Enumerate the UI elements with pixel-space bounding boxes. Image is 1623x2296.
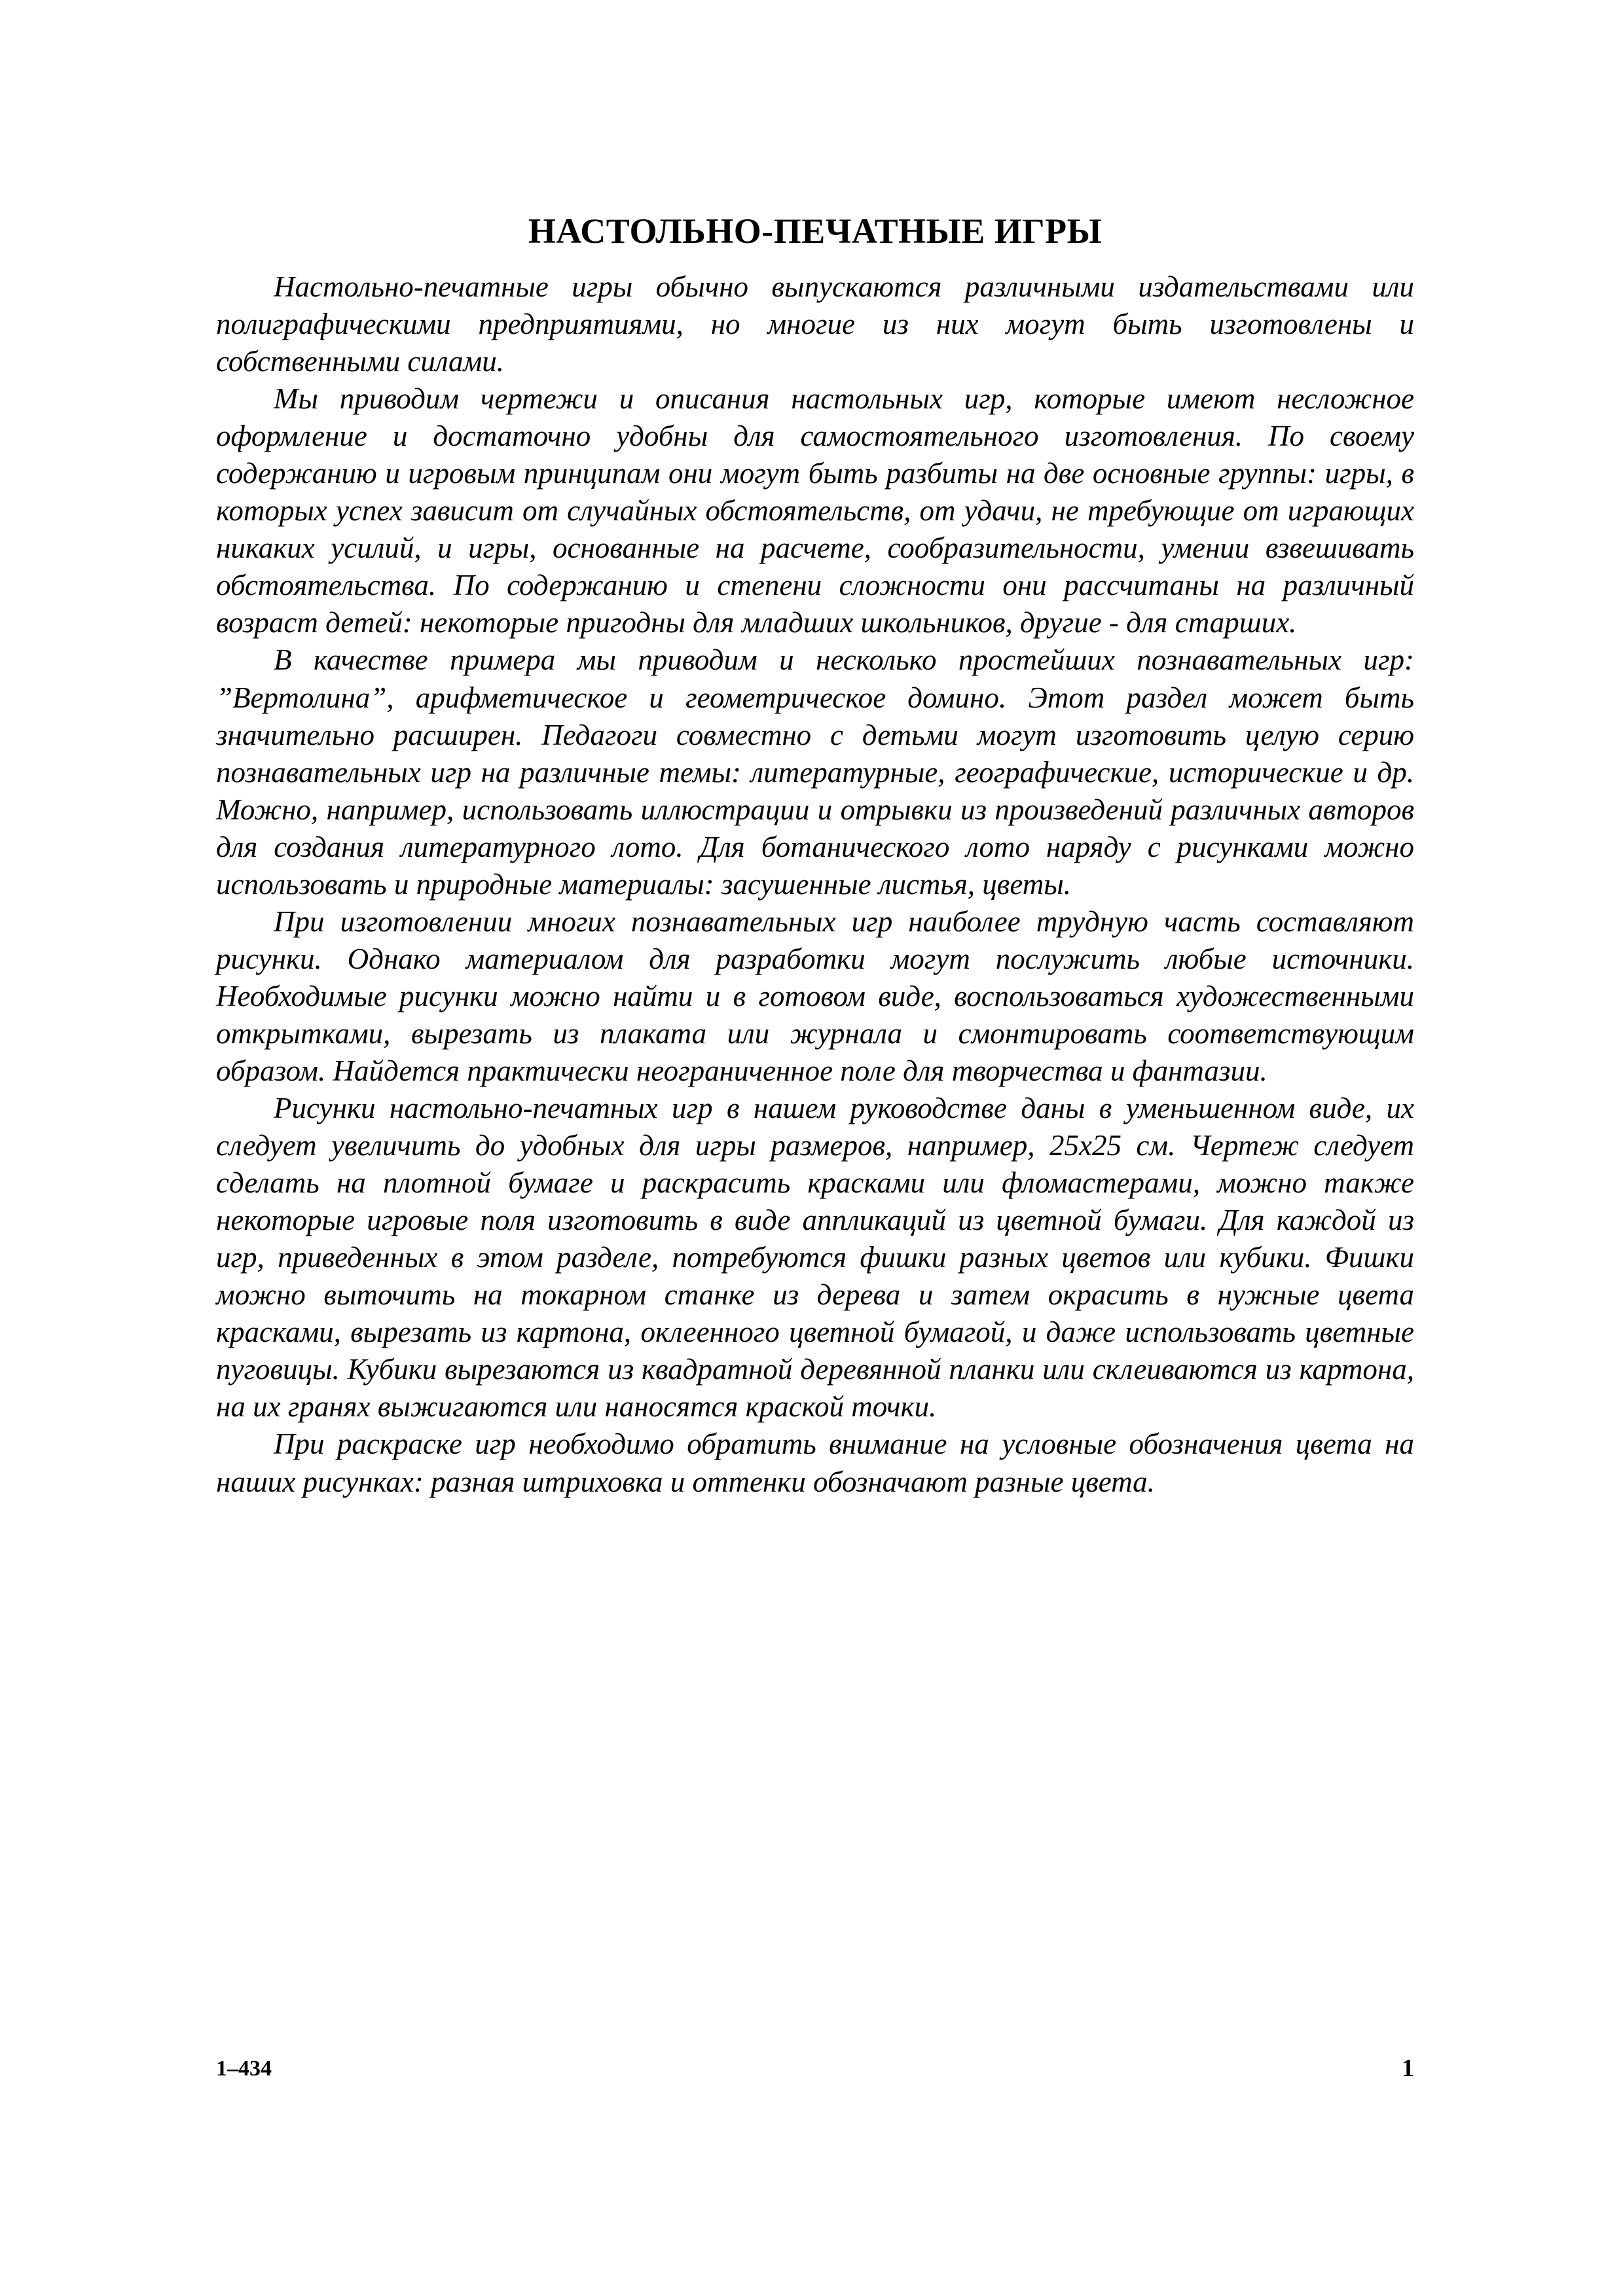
- paragraph-1: Настольно-печатные игры обычно выпускаются различными издательствами или полиграфическими предприятиями, но многие из них могут быть изготовлены и собственными силами.: [216, 270, 1414, 378]
- paragraph-6: При раскраске игр необходимо обратить внимание на условные обозначения цвета на наших рисунках: разная штриховка и оттенки обозначают разные цвета.: [216, 1427, 1414, 1498]
- paragraph-2: Мы приводим чертежи и описания настольных игр, которые имеют несложное оформление и достаточно удобны для самостоятельного изготовления. По своему содержанию и игровым принципам они могут быть разбиты на две основные группы: игры, в которых успех зависит от случайных обстоятельств, от удачи, не требующие от играющих никаких усилий, и игры, основанные на расчете, сообразительности, умении взвешивать обстоятельства. По содержанию и степени сложности они рассчитаны на различный возраст детей: некоторые пригодны для младших школьников, другие - для старших.: [216, 382, 1414, 639]
- body-text: [216, 268, 1414, 1501]
- paragraph-5: Рисунки настольно-печатных игр в нашем руководстве даны в уменьшенном виде, их следует увеличить до удобных для игры размеров, например, 25х25 см. Чертеж следует сделать на плотной бумаге и раскрасить красками или фломастерами, можно также некоторые игровые поля изготовить в виде аппликаций из цветной бумаги. Для каждой из игр, приведенных в этом разделе, потребуются фишки разных цветов или кубики. Фишки можно выточить на токарном станке из дерева и затем окрасить в нужные цвета красками, вырезать из картона, оклеенного цветной бумагой, и даже использовать цветные пуговицы. Кубики вырезаются из квадратной деревянной планки или склеиваются из картона, на их гранях выжигаются или наносятся краской точки.: [216, 1092, 1414, 1424]
- page-number: 1: [1402, 2054, 1414, 2082]
- page-title: НАСТОЛЬНО-ПЕЧАТНЫЕ ИГРЫ: [528, 211, 1103, 251]
- paragraph-3: В качестве примера мы приводим и несколько простейших познавательных игр: ”Вертолина”, арифметическое и геометрическое домино. Этот раздел может быть значительно расширен. Педагоги совместно с детьми могут изготовить целую серию познавательных игр на различные темы: литературные, географические, исторические и др. Можно, например, использовать иллюстрации и отрывки из произведений различных авторов для создания литературного лото. Для ботанического лото наряду с рисунками можно использовать и природные материалы: засушенные листья, цветы.: [216, 643, 1414, 901]
- paragraph-4: При изготовлении многих познавательных игр наиболее трудную часть составляют рисунки. Однако материалом для разработки могут послужить любые источники. Необходимые рисунки можно найти и в готовом виде, воспользоваться художественными открытками, вырезать из плаката или журнала и смонтировать соответствующим образом. Найдется практически неограниченное поле для творчества и фантазии.: [216, 905, 1414, 1087]
- printer-signature-mark: 1–434: [216, 2056, 272, 2081]
